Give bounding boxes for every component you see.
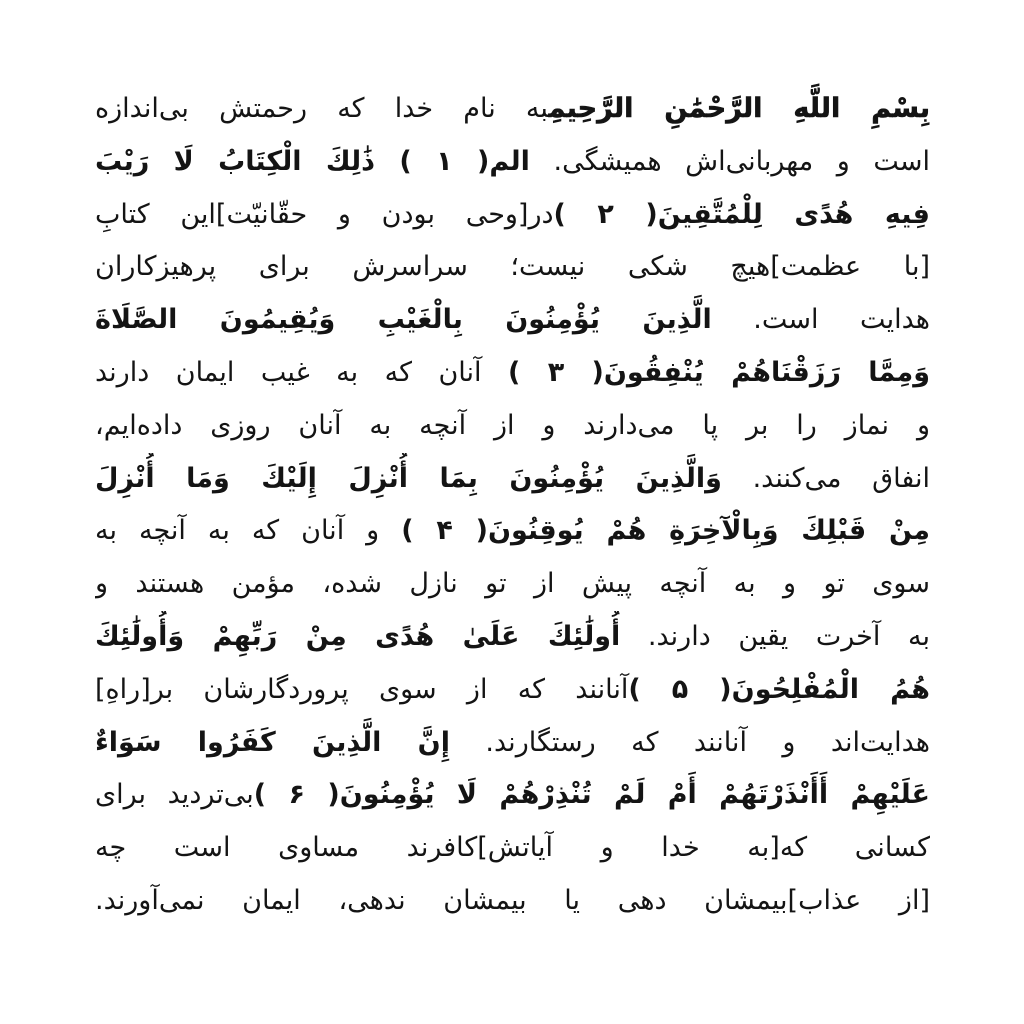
text-line — [95, 453, 930, 506]
quran-verse-text: مِنْ قَبْلِكَ وَبِالْآخِرَةِ هُمْ يُوقِنُونَ( ۴ ) — [401, 515, 930, 547]
text-line — [95, 83, 930, 136]
persian-translation-text: انفاق می‌کنند. — [721, 462, 930, 494]
basmala-text: بِسْمِ اللَّهِ الرَّحْمَٰنِ الرَّحِيمِ — [548, 93, 930, 124]
persian-translation-text: هدایت است. — [711, 304, 930, 336]
quran-verse-text: أُولَٰئِكَ عَلَىٰ هُدًى مِنْ رَبِّهِمْ وَأُولَٰئِكَ — [95, 620, 621, 652]
quran-verse-text: فِيهِ هُدًى لِلْمُتَّقِينَ( ۲ ) — [553, 198, 930, 230]
text-line — [95, 769, 930, 822]
text-line — [95, 558, 930, 611]
text-line — [95, 875, 930, 928]
persian-translation-text: است و مهربانی‌اش همیشگی. — [529, 145, 930, 177]
quran-verse-text: عَلَيْهِمْ أَأَنْذَرْتَهُمْ أَمْ لَمْ تُنْذِرْهُمْ لَا يُؤْمِنُونَ( ۶ ) — [253, 779, 930, 811]
text-line — [95, 347, 930, 400]
persian-translation-text: کسانی که[به خدا و آیاتش]کافرند مساوی است چه — [95, 832, 930, 864]
text-block — [95, 83, 930, 928]
quran-verse-text: الم( ۱ ) ذَٰلِكَ الْكِتَابُ لَا رَيْبَ — [95, 145, 530, 177]
persian-translation-text: هدایت‌اند و آنانند که رستگارند. — [449, 726, 930, 758]
quran-verse-text: الَّذِينَ يُؤْمِنُونَ بِالْغَيْبِ وَيُقِيمُونَ الصَّلَاةَ — [95, 304, 712, 336]
persian-translation-text: بی‌تردید برای — [95, 779, 254, 811]
persian-translation-text: سوی تو و به آنچه پیش از تو نازل شده، مؤمن هستند و — [95, 568, 930, 600]
persian-translation-text: [از عذاب]بیمشان دهی یا بیمشان ندهی، ایمان نمی‌آورند. — [95, 884, 930, 916]
text-line — [95, 505, 930, 558]
text-line — [95, 136, 930, 189]
text-line — [95, 664, 930, 717]
text-line — [95, 611, 930, 664]
quran-verse-text: هُمُ الْمُفْلِحُونَ( ۵ ) — [628, 673, 930, 705]
text-line — [95, 400, 930, 453]
text-line — [95, 241, 930, 294]
persian-translation-text: در[وحی بودن و حقّانیّت]این کتابِ — [95, 198, 554, 230]
text-line — [95, 822, 930, 875]
text-line — [95, 189, 930, 242]
persian-translation-text: آنان که به غیب ایمان دارند — [95, 356, 509, 388]
persian-translation-text: و آنان که به آنچه به — [95, 515, 402, 547]
persian-translation-text: [با عظمت]هیچ شکی نیست؛ سراسرش برای پرهیزکاران — [95, 251, 930, 283]
quran-verse-text: وَمِمَّا رَزَقْنَاهُمْ يُنْفِقُونَ( ۳ ) — [508, 356, 930, 388]
quran-verse-text: إِنَّ الَّذِينَ كَفَرُوا سَوَاءٌ — [95, 726, 450, 758]
persian-translation-text: آنانند که از سوی پروردگارشان بر[راهِ] — [95, 673, 629, 705]
persian-translation-text: به نام خدا که رحمتش بی‌اندازه — [95, 93, 549, 124]
persian-translation-text: و نماز را بر پا می‌دارند و از آنچه به آنان روزی داده‌ایم، — [95, 409, 930, 441]
text-line — [95, 717, 930, 770]
text-line — [95, 294, 930, 347]
persian-translation-text: به آخرت یقین دارند. — [620, 620, 930, 652]
quran-verse-text: وَالَّذِينَ يُؤْمِنُونَ بِمَا أُنْزِلَ إِلَيْكَ وَمَا أُنْزِلَ — [95, 462, 722, 494]
